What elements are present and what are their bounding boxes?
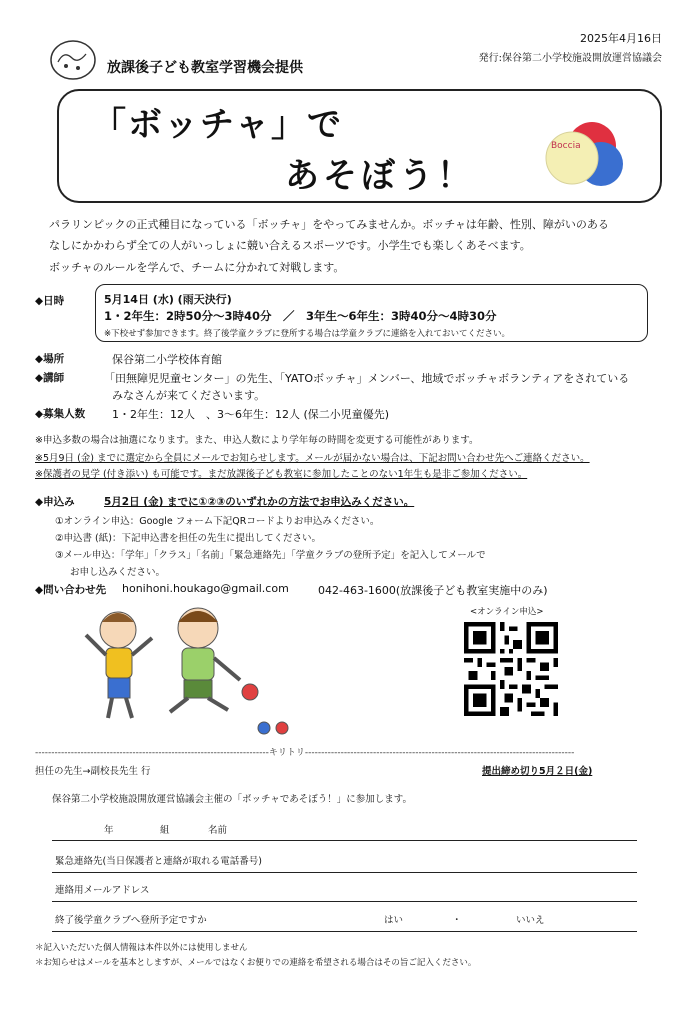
qr-label: <オンライン申込> xyxy=(470,607,544,617)
club-yes-option[interactable]: はい xyxy=(384,915,404,926)
teacher-line-2: みなさんが来てくださいます。 xyxy=(112,389,266,402)
children-playing-illustration xyxy=(78,600,308,740)
emergency-field[interactable]: 緊急連絡先(当日保護者と連絡が取れる電話番号) xyxy=(55,856,262,867)
apply-headline: 5月2日 (金) までに①②③のいずれかの方法でお申込みください。 xyxy=(104,496,415,508)
header-title: 放課後子ども教室学習機会提供 xyxy=(107,60,303,76)
cut-dashes-left: ------------------------------------------------------------------------ xyxy=(35,748,269,758)
logo-icon xyxy=(48,38,98,82)
club-question: 終了後学童クラブへ登所予定ですか xyxy=(55,915,207,926)
teacher-label: ◆講師 xyxy=(35,372,65,384)
contact-label: ◆問い合わせ先 xyxy=(35,584,107,596)
email-field[interactable]: 連絡用メールアドレス xyxy=(55,885,150,896)
form-line-1 xyxy=(52,840,637,841)
title-line-2: あそぼう！ xyxy=(285,156,475,196)
intro-line-3: ボッチャのルールを学んで、チームに分かれて対戦します。 xyxy=(49,261,345,274)
footer-note-1: ＊記入いただいた個人情報は本件以外には使用しません xyxy=(35,943,248,953)
place-value: 保谷第二小学校体育館 xyxy=(112,353,222,366)
club-separator: ・ xyxy=(452,915,462,926)
note-2: ※5月9日 (金) までに選定から全員にメールでお知らせします。メールが届かない場合は、下記お問い合わせ先へご連絡ください。 xyxy=(35,453,590,464)
form-recipient: 担任の先生→副校長先生 行 xyxy=(35,766,151,777)
apply-item-3: ③メール申込：「学年」「クラス」「名前」「緊急連絡先」「学童クラブの登所予定」を記入してメールで xyxy=(55,550,486,561)
form-line-3 xyxy=(52,901,637,902)
ball-text: Boccia xyxy=(551,141,581,151)
place-label: ◆場所 xyxy=(35,353,65,365)
apply-item-1: ①オンライン申込：Google フォーム下記QRコードよりお申込みください。 xyxy=(55,516,380,527)
club-no-option[interactable]: いいえ xyxy=(516,915,545,926)
cut-label: キリトリ xyxy=(268,748,305,758)
cut-dashes-right: ----------------------------------------------------------------------------------- xyxy=(304,748,575,758)
form-line-2 xyxy=(52,872,637,873)
intro-line-2: なしにかかわらず全ての人がいっしょに競い合えるスポーツです。小学生でも楽しくあそべます。 xyxy=(49,239,531,252)
form-statement: 保谷第二小学校施設開放運営協議会主催の「ボッチャであそぼう！」に参加します。 xyxy=(52,794,412,805)
note-1: ※申込多数の場合は抽選になります。また、申込人数により学年毎の時間を変更する可能性があります。 xyxy=(35,435,479,446)
datetime-date: 5月14日 (水) (雨天決行) xyxy=(104,293,232,306)
form-deadline: 提出締め切り5月２日(金) xyxy=(482,766,593,777)
cut-line xyxy=(35,745,665,758)
datetime-label: ◆日時 xyxy=(35,295,65,307)
intro-line-1: パラリンピックの正式種目になっている「ボッチャ」をやってみませんか。ボッチャは年齢、性別、障がいのある xyxy=(49,218,609,231)
class-field[interactable]: 組 xyxy=(160,825,170,836)
datetime-note: ※下校せず参加できます。終了後学童クラブに登所する場合は学童クラブに連絡を入れておいてください。 xyxy=(104,329,510,339)
contact-email[interactable]: honihoni.houkago@gmail.com xyxy=(122,582,289,595)
boccia-balls-icon xyxy=(537,116,627,196)
apply-label: ◆申込み xyxy=(35,496,75,508)
datetime-times: 1・2年生：2時50分～3時40分 ／ 3年生～6年生：3時40分～4時30分 xyxy=(104,309,497,323)
form-line-4 xyxy=(52,931,637,932)
capacity-value: 1・2年生：12人 、3～6年生：12人 (保二小児童優先) xyxy=(112,408,390,421)
apply-item-2: ②申込書 (紙)：下記申込書を担任の先生に提出してください。 xyxy=(55,533,321,544)
footer-note-2: ＊お知らせはメールを基本としますが、メールではなくお便りでの連絡を希望される場合はその旨ご記入ください。 xyxy=(35,958,477,968)
issue-date: 2025年4月16日 xyxy=(580,32,662,45)
teacher-line-1: 「田無障児児童センター」の先生、「YATOボッチャ」メンバー、地域でボッチャボランティアをされている xyxy=(104,372,630,385)
title-line-1: 「ボッチャ」で xyxy=(92,105,343,145)
note-3: ※保護者の見学 (付き添い) も可能です。まだ放課後子ども教室に参加したことのない1年生も是非ご参加ください。 xyxy=(35,469,528,480)
publisher: 発行:保谷第二小学校施設開放運営協議会 xyxy=(478,53,662,64)
grade-field[interactable]: 年 xyxy=(104,825,114,836)
contact-phone: 042-463-1600(放課後子ども教室実施中のみ) xyxy=(318,584,548,597)
name-field[interactable]: 名前 xyxy=(208,825,228,836)
qr-code-icon[interactable] xyxy=(464,622,558,716)
apply-item-4: お申し込みください。 xyxy=(70,567,166,578)
capacity-label: ◆募集人数 xyxy=(35,408,86,420)
